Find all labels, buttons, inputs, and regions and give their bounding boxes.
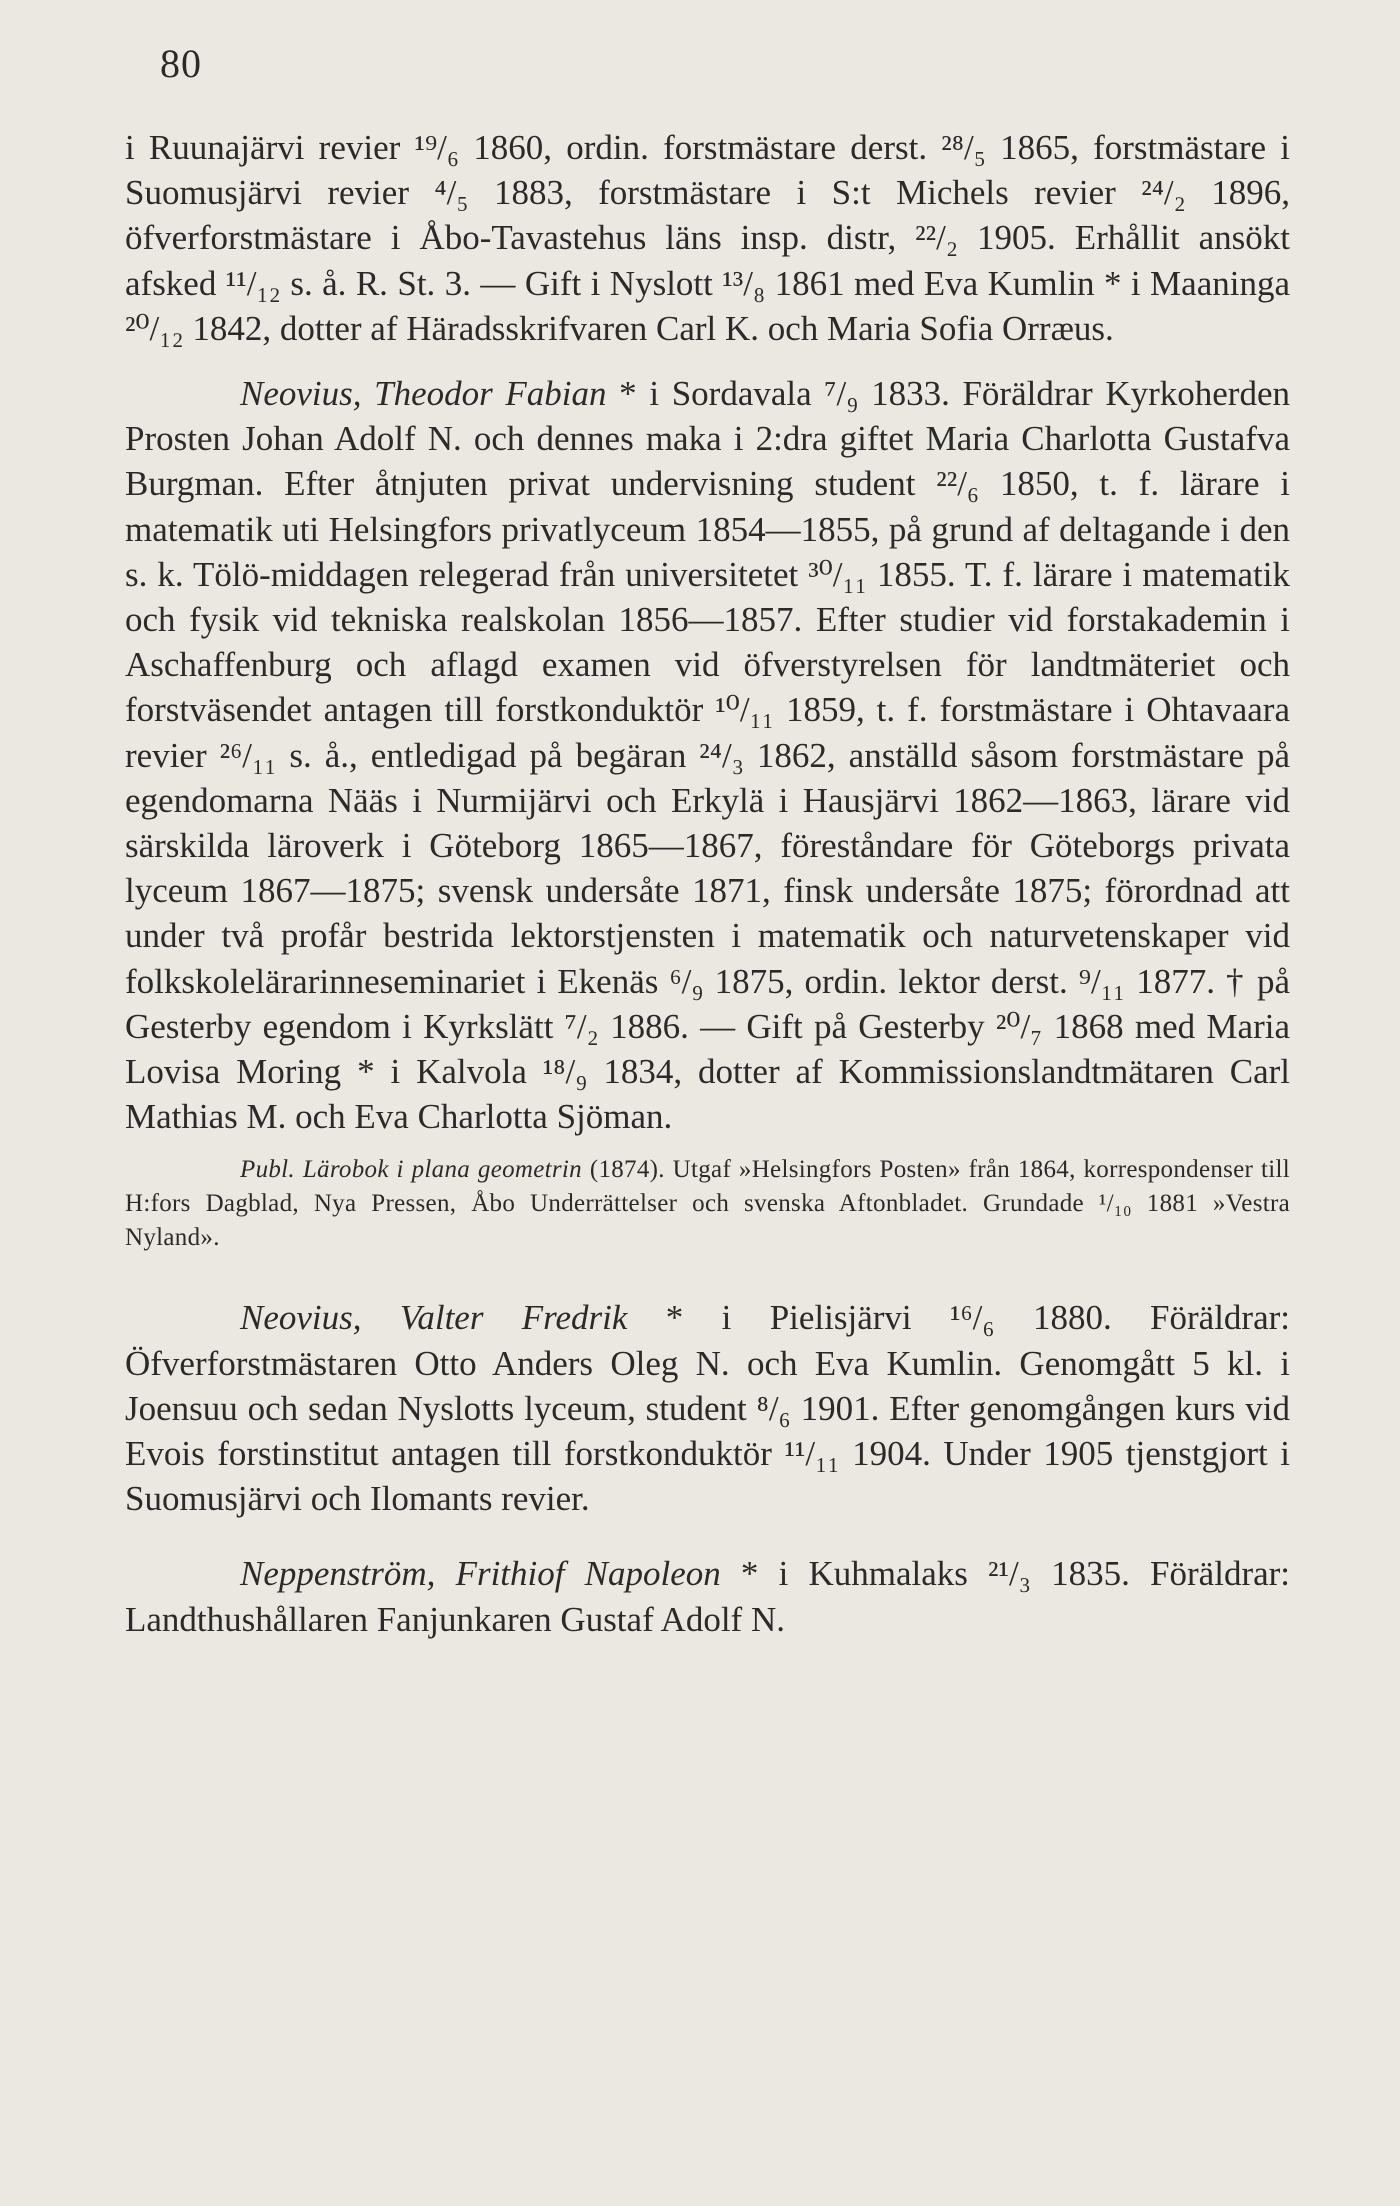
entry-frithiof-napoleon-neppenstrom (125, 1551, 1290, 1641)
entry-text: * i Sordavala ⁷/₉ 1833. Föräldrar Kyrkoherden Prosten Johan Adolf N. och dennes maka i 2:dra giftet Maria Charlotta Gustafva Burgman. Efter åtnjuten privat undervisning student ²²/₆ 1850, t. f. lärare i matematik uti Helsingfors privatlyceum 1854—1855, på grund af deltagande i den s. k. Tölö-middagen relegerad från universitetet ³⁰/₁₁ 1855. T. f. lärare i matematik och fysik vid tekniska realskolan 1856—1857. Efter studier vid forstakademin i Aschaffenburg och aflagd examen vid öfverstyrelsen för landtmäteriet och forstväsendet antagen till forstkonduktör ¹⁰/₁₁ 1859, t. f. forstmästare i Ohtavaara revier ²⁶/₁₁ s. å., entledigad på begäran ²⁴/₃ 1862, anställd såsom forstmästare på egendomarna Nääs i Nurmijärvi och Erkylä i Hausjärvi 1862—1863, lärare vid särskilda läroverk i Göteborg 1865—1867, föreståndare för Göteborgs privata lyceum 1867—1875; svensk undersåte 1871, finsk undersåte 1875; förordnad att under två profår bestrida lektorstjensten i matematik och naturvetenskaper vid folkskolelärarinneseminariet i Ekenäs ⁶/₉ 1875, ordin. lektor derst. ⁹/₁₁ 1877. † på Gesterby egendom i Kyrkslätt ⁷/₂ 1886. — Gift på Gesterby ²⁰/₇ 1868 med Maria Lovisa Moring * i Kalvola ¹⁸/₉ 1834, dotter af Kommissionslandtmätaren Carl Mathias M. och Eva Charlotta Sjöman. (125, 374, 1290, 1137)
paragraph-continuation: i Ruunajärvi revier ¹⁹/₆ 1860, ordin. forstmästare derst. ²⁸/₅ 1865, forstmästare i Suomusjärvi revier ⁴/₅ 1883, forstmästare i S:t Michels revier ²⁴/₂ 1896, öfverforstmästare i Åbo-Tavastehus läns insp. distr, ²²/₂ 1905. Erhållit ansökt afsked ¹¹/₁₂ s. å. R. St. 3. — Gift i Nyslott ¹³/₈ 1861 med Eva Kumlin * i Maaninga ²⁰/₁₂ 1842, dotter af Häradsskrifvaren Carl K. och Maria Sofia Orræus. (125, 128, 1290, 348)
page-number: 80 (160, 41, 202, 86)
publications-text: (1874). Utgaf »Helsingfors Posten» från 1864, korrespondenser till H:fors Dagblad, Nya Pressen, Åbo Underrättelser och svenska Aftonbladet. Grundade ¹/₁₀ 1881 »Vestra Nyland». (125, 1156, 1291, 1252)
text-body (125, 125, 1290, 1642)
publication-title: Lärobok i plana geometrin (302, 1156, 582, 1184)
entry-name: Neovius, Valter Fredrik (240, 1298, 628, 1338)
entry-theodor-fabian-neovius (125, 371, 1290, 1139)
publications-label: Publ. (240, 1156, 295, 1184)
entry-valter-fredrik-neovius (125, 1295, 1290, 1521)
entry-name: Neppenström, Frithiof Napoleon (240, 1554, 721, 1594)
entry-text: * i Pielisjärvi ¹⁶/₆ 1880. Föräldrar: Öfverforstmästaren Otto Anders Oleg N. och Eva Kumlin. Genomgått 5 kl. i Joensuu och sedan Nyslotts lyceum, student ⁸/₆ 1901. Efter genomgången kurs vid Evois forstinstitut antagen till forstkonduktör ¹¹/₁₁ 1904. Under 1905 tjenstgjort i Suomusjärvi och Ilomants revier. (125, 1298, 1290, 1519)
publications-note (125, 1153, 1290, 1255)
entry-text: * i Kuhmalaks ²¹/₃ 1835. Föräldrar: Landthushållaren Fanjunkaren Gustaf Adolf N. (125, 1554, 1291, 1639)
entry-name: Neovius, Theodor Fabian (240, 374, 607, 414)
